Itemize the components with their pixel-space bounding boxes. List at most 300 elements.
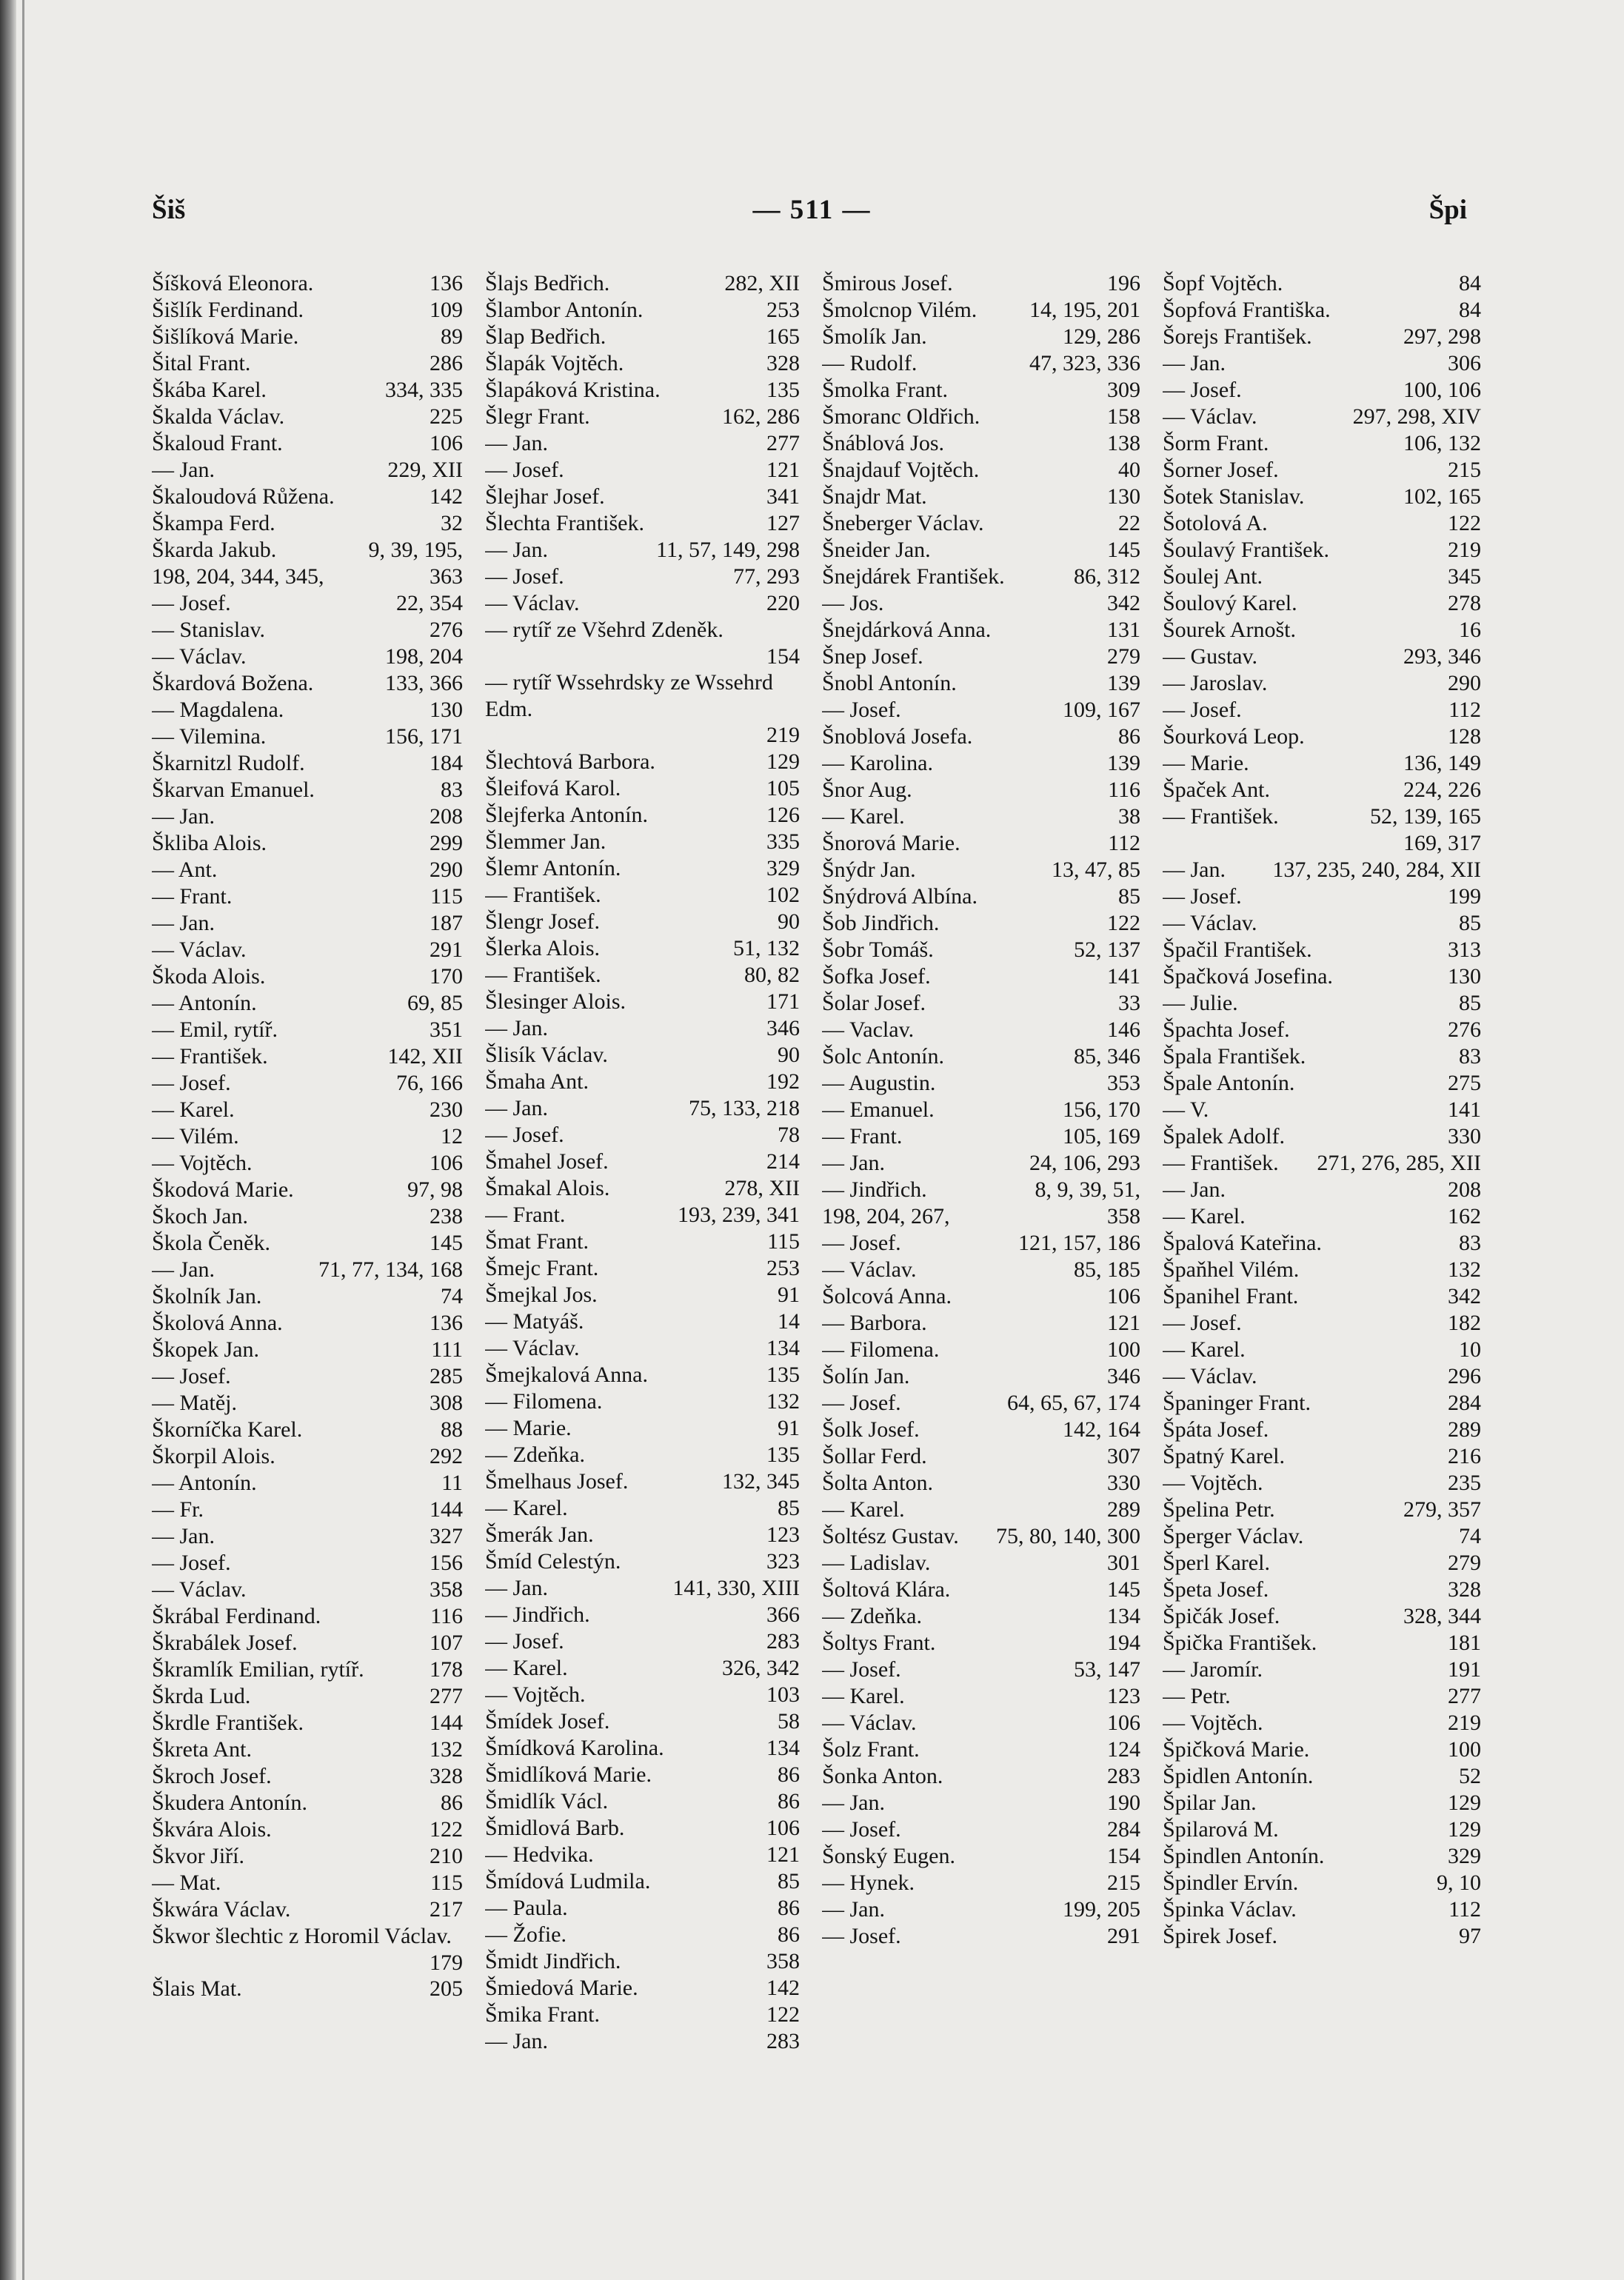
entry-name: Šmerák Jan. <box>485 1522 594 1547</box>
index-entry <box>152 1177 463 1203</box>
index-entry <box>485 404 800 430</box>
entry-name: Šmejkalová Anna. <box>485 1362 648 1387</box>
index-entry <box>485 1922 800 1948</box>
entry-page-refs: 91 <box>778 1282 800 1307</box>
index-entry <box>152 830 463 857</box>
entry-name: — Václav. <box>822 1711 917 1735</box>
entry-page-refs: 90 <box>778 1042 800 1067</box>
index-entry <box>485 590 800 617</box>
index-entry <box>1163 830 1481 857</box>
entry-name: — Filomena. <box>485 1388 603 1414</box>
entry-page-refs: 145 <box>1107 538 1140 562</box>
entry-name: Šmídová Ludmila. <box>485 1868 651 1893</box>
index-entry <box>485 537 800 564</box>
entry-page-refs: 165 <box>766 324 800 349</box>
entry-page-refs: 11 <box>441 1471 463 1495</box>
entry-name: Špinka Václav. <box>1163 1897 1297 1922</box>
entry-page-refs: 86 <box>778 1922 800 1947</box>
entry-name: Špale Antonín. <box>1163 1071 1295 1095</box>
entry-name: Šmidt Jindřich. <box>485 1948 621 1973</box>
entry-name: Šonka Anton. <box>822 1764 943 1788</box>
index-entry <box>1163 1763 1481 1790</box>
entry-page-refs: 127 <box>766 511 800 535</box>
index-entry <box>822 1417 1140 1443</box>
index-entry <box>485 1655 800 1682</box>
entry-page-refs: 86 <box>441 1791 463 1815</box>
index-entry <box>152 1070 463 1097</box>
entry-name: Špelina Petr. <box>1163 1497 1275 1522</box>
index-entry <box>485 2028 800 2055</box>
index-entry <box>1163 1337 1481 1363</box>
index-entry <box>822 1710 1140 1736</box>
index-entry <box>822 990 1140 1017</box>
entry-name: — Augustin. <box>822 1071 936 1095</box>
index-entry <box>485 564 800 590</box>
index-entry <box>1163 990 1481 1017</box>
entry-name: Šmolka Frant. <box>822 378 948 402</box>
entry-name: Škrdle František. <box>152 1711 304 1735</box>
index-entry <box>822 697 1140 723</box>
entry-name: — Vojtěch. <box>152 1151 253 1175</box>
header-right-guide-word: Špi <box>1428 195 1467 225</box>
entry-page-refs: 135 <box>766 1362 800 1387</box>
entry-page-refs: 77, 293 <box>733 564 800 589</box>
index-entry <box>152 1550 463 1577</box>
entry-page-refs: 115 <box>430 1871 463 1895</box>
entry-name: Šlegr Frant. <box>485 404 590 429</box>
entry-name: Škrda Lud. <box>152 1684 251 1708</box>
entry-page-refs: 291 <box>1107 1924 1140 1948</box>
index-entry <box>822 430 1140 457</box>
entry-name: — Václav. <box>152 937 247 962</box>
index-entry <box>1163 963 1481 990</box>
entry-name: Škarvan Emanuel. <box>152 778 315 802</box>
index-entry <box>152 723 463 750</box>
index-entry <box>152 270 463 297</box>
entry-page-refs: 278 <box>1448 591 1481 615</box>
entry-name: Špilarová M. <box>1163 1817 1279 1842</box>
entry-name: Špaček Ant. <box>1163 778 1270 802</box>
index-entry <box>152 457 463 484</box>
entry-name: Škudera Antonín. <box>152 1791 307 1815</box>
entry-name: Španihel Frant. <box>1163 1284 1299 1308</box>
entry-name: — Josef. <box>152 1071 231 1095</box>
index-entry <box>822 324 1140 350</box>
entry-name: Šmidlová Barb. <box>485 1815 625 1840</box>
entry-name: — Matyáš. <box>485 1308 584 1334</box>
index-entry <box>1163 1017 1481 1043</box>
entry-page-refs: 181 <box>1448 1631 1481 1655</box>
entry-page-refs: 134 <box>766 1335 800 1360</box>
entry-name: Škroch Josef. <box>152 1764 272 1788</box>
index-entry <box>822 1337 1140 1363</box>
entry-page-refs: 363 <box>430 564 463 589</box>
entry-name: Škardová Božena. <box>152 671 314 695</box>
entry-page-refs: 141 <box>1107 964 1140 989</box>
entry-name: — Vojtěch. <box>485 1682 586 1707</box>
entry-name: — Vojtěch. <box>1163 1711 1263 1735</box>
index-entry <box>152 1603 463 1630</box>
entry-name: Šnáblová Jos. <box>822 431 944 455</box>
entry-page-refs: 74 <box>441 1284 463 1308</box>
entry-name: — Josef. <box>822 1231 901 1255</box>
entry-page-refs: 341 <box>766 484 800 509</box>
index-entry <box>152 324 463 350</box>
index-entry <box>822 643 1140 670</box>
entry-name: — Jan. <box>152 804 215 829</box>
entry-name: Škwára Václav. <box>152 1897 291 1922</box>
index-entry <box>822 1870 1140 1896</box>
index-entry <box>1163 670 1481 697</box>
entry-page-refs: 85, 346 <box>1074 1044 1140 1069</box>
entry-name: — Antonín. <box>152 991 257 1015</box>
index-entry <box>485 1335 800 1362</box>
entry-page-refs: 346 <box>766 1015 800 1040</box>
index-entry <box>152 1443 463 1470</box>
index-entry <box>1163 1257 1481 1283</box>
index-entry <box>152 617 463 643</box>
index-entry <box>822 1736 1140 1763</box>
index-entry <box>152 1337 463 1363</box>
entry-page-refs: 145 <box>1107 1577 1140 1602</box>
entry-name: — František. <box>152 1044 268 1069</box>
entry-name: Šolcová Anna. <box>822 1284 952 1308</box>
entry-page-refs: 145 <box>430 1231 463 1255</box>
index-entry <box>822 750 1140 777</box>
index-entry <box>1163 1070 1481 1097</box>
index-entry <box>822 1816 1140 1843</box>
index-entry <box>152 1656 463 1683</box>
entry-page-refs: 366 <box>766 1602 800 1627</box>
entry-page-refs: 196 <box>1107 271 1140 295</box>
entry-page-refs: 271, 276, 285, XII <box>1317 1151 1481 1175</box>
entry-page-refs: 14 <box>778 1308 800 1334</box>
entry-page-refs: 219 <box>1448 1711 1481 1735</box>
index-entry <box>485 802 800 829</box>
index-entry <box>822 1043 1140 1070</box>
entry-page-refs: 327 <box>430 1524 463 1548</box>
index-entry <box>1163 1603 1481 1630</box>
entry-page-refs: 330 <box>1448 1124 1481 1149</box>
entry-name: Špatný Karel. <box>1163 1444 1285 1468</box>
entry-page-refs: 90 <box>778 909 800 934</box>
entry-name: 198, 204, 267, <box>822 1204 950 1228</box>
index-entry <box>1163 457 1481 484</box>
entry-page-refs: 323 <box>766 1548 800 1574</box>
entry-page-refs: 208 <box>1448 1177 1481 1202</box>
entry-page-refs: 329 <box>1448 1844 1481 1868</box>
entry-page-refs: 328 <box>1448 1577 1481 1602</box>
entry-page-refs: 133, 366 <box>385 671 463 695</box>
entry-name: Špindler Ervín. <box>1163 1871 1299 1895</box>
index-entry <box>152 1497 463 1523</box>
entry-page-refs: 192 <box>766 1069 800 1094</box>
entry-name: — František. <box>1163 1151 1279 1175</box>
entry-page-refs: 224, 226 <box>1403 778 1481 802</box>
index-entry <box>822 1257 1140 1283</box>
entry-name: — Julie. <box>1163 991 1238 1015</box>
index-entry <box>1163 1497 1481 1523</box>
entry-name: Šmolík Jan. <box>822 324 927 349</box>
index-entry <box>152 750 463 777</box>
entry-name: Špeta Josef. <box>1163 1577 1269 1602</box>
entry-page-refs: 8, 9, 39, 51, <box>1035 1177 1140 1202</box>
index-entry <box>1163 1443 1481 1470</box>
entry-page-refs: 308 <box>430 1391 463 1415</box>
entry-name: Šmídková Karolina. <box>485 1735 664 1760</box>
entry-name: Šobr Tomáš. <box>822 937 934 962</box>
entry-name: — Jan. <box>822 1791 885 1815</box>
entry-name: Šnobl Antonín. <box>822 671 957 695</box>
entry-name: Škliba Alois. <box>152 831 267 855</box>
index-entry <box>822 723 1140 750</box>
entry-name: Špičková Marie. <box>1163 1737 1310 1762</box>
index-entry <box>485 1548 800 1575</box>
index-entry <box>485 1495 800 1522</box>
index-entry <box>152 1203 463 1230</box>
index-entry <box>152 857 463 883</box>
index-entry <box>1163 723 1481 750</box>
entry-page-refs: 75, 80, 140, 300 <box>996 1524 1140 1548</box>
index-entry <box>1163 430 1481 457</box>
index-entry <box>1163 1843 1481 1870</box>
entry-name: Škorpil Alois. <box>152 1444 275 1468</box>
entry-page-refs: 80, 82 <box>744 962 800 987</box>
entry-page-refs: 100, 106 <box>1403 378 1481 402</box>
index-entry <box>1163 910 1481 937</box>
entry-page-refs: 156, 170 <box>1063 1097 1140 1122</box>
entry-name: — Josef. <box>485 564 564 589</box>
entry-name: Šital Frant. <box>152 351 251 375</box>
entry-page-refs: 97, 98 <box>407 1177 463 1202</box>
entry-page-refs: 279 <box>1107 644 1140 669</box>
entry-page-refs: 109 <box>430 298 463 322</box>
index-entry <box>1163 1683 1481 1710</box>
entry-page-refs: 215 <box>1448 458 1481 482</box>
index-entry <box>152 1923 463 1976</box>
index-entry <box>152 1816 463 1843</box>
entry-page-refs: 277 <box>430 1684 463 1708</box>
entry-page-refs: 74 <box>1459 1524 1481 1548</box>
entry-page-refs: 132 <box>1448 1257 1481 1282</box>
entry-page-refs: 121 <box>766 458 800 482</box>
index-entry <box>822 1470 1140 1497</box>
entry-name: Špalová Kateřina. <box>1163 1231 1322 1255</box>
entry-page-refs: 85 <box>1459 911 1481 935</box>
entry-name: Špalek Adolf. <box>1163 1124 1285 1149</box>
entry-page-refs: 130 <box>1448 964 1481 989</box>
entry-name: Škalda Václav. <box>152 404 285 429</box>
index-entry <box>152 1123 463 1150</box>
entry-name: Škodová Marie. <box>152 1177 294 1202</box>
index-entry <box>152 1470 463 1497</box>
index-entry <box>1163 1097 1481 1123</box>
entry-name: — Hedvika. <box>485 1842 594 1867</box>
entry-name: — Jan. <box>822 1897 885 1922</box>
entry-name: — V. <box>1163 1097 1209 1122</box>
entry-name: — Jan. <box>1163 1177 1226 1202</box>
entry-name: — Josef. <box>1163 378 1242 402</box>
index-entry <box>152 697 463 723</box>
entry-name: — Paula. <box>485 1895 568 1920</box>
index-entry <box>485 1468 800 1495</box>
entry-page-refs: 199, 205 <box>1063 1897 1140 1922</box>
index-entry <box>152 1417 463 1443</box>
entry-name: Šmat Frant. <box>485 1228 589 1254</box>
entry-page-refs: 129 <box>1448 1791 1481 1815</box>
entry-name: — Václav. <box>822 1257 917 1282</box>
entry-page-refs: 91 <box>778 1415 800 1440</box>
entry-page-refs: 283 <box>766 1628 800 1654</box>
entry-name: Šnejdárková Anna. <box>822 618 992 642</box>
index-entry <box>1163 1816 1481 1843</box>
index-entry <box>485 1175 800 1202</box>
index-entry <box>822 937 1140 963</box>
entry-page-refs: 100 <box>1448 1737 1481 1762</box>
entry-name: — Karel. <box>1163 1204 1246 1228</box>
entry-page-refs: 100 <box>1107 1337 1140 1362</box>
index-entry <box>152 910 463 937</box>
entry-name: Škoch Jan. <box>152 1204 248 1228</box>
entry-page-refs: 284 <box>1448 1391 1481 1415</box>
entry-name: Šolar Josef. <box>822 991 926 1015</box>
index-entry <box>485 2002 800 2028</box>
entry-name: Šmika Frant. <box>485 2002 600 2027</box>
entry-page-refs: 121 <box>766 1842 800 1867</box>
entry-name: — Václav. <box>485 1335 580 1360</box>
index-entry <box>485 1388 800 1415</box>
entry-page-refs: 141, 330, XIII <box>672 1575 800 1600</box>
entry-page-refs: 76, 166 <box>396 1071 463 1095</box>
entry-name: Šlisík Václav. <box>485 1042 608 1067</box>
entry-page-refs: 14, 195, 201 <box>1029 298 1140 322</box>
entry-page-refs: 86 <box>1118 724 1140 749</box>
entry-page-refs: 285 <box>430 1364 463 1388</box>
index-entry <box>1163 1923 1481 1950</box>
index-entry <box>485 1308 800 1335</box>
index-entry <box>1163 350 1481 377</box>
index-entry <box>1163 803 1481 830</box>
entry-page-refs: 83 <box>441 778 463 802</box>
index-entry <box>485 457 800 484</box>
entry-page-refs: 328 <box>430 1764 463 1788</box>
index-entry <box>1163 1203 1481 1230</box>
entry-name: — František. <box>1163 804 1279 829</box>
index-entry <box>485 1762 800 1788</box>
entry-page-refs: 187 <box>430 911 463 935</box>
entry-name: — Jan. <box>485 2028 548 2053</box>
entry-name: Šotolová A. <box>1163 511 1268 535</box>
entry-page-refs: 326, 342 <box>722 1655 800 1680</box>
entry-name: Šlemr Antonín. <box>485 855 621 880</box>
index-entry <box>485 1735 800 1762</box>
entry-name: Šourek Arnošt. <box>1163 618 1296 642</box>
entry-name: — Barbora. <box>822 1311 927 1335</box>
entry-name: Šnoblová Josefa. <box>822 724 973 749</box>
entry-name: 198, 204, 344, 345, <box>152 564 324 589</box>
index-entry <box>822 457 1140 484</box>
entry-name: Šlechta František. <box>485 511 644 535</box>
entry-page-refs: 89 <box>441 324 463 349</box>
entry-page-refs: 52 <box>1459 1764 1481 1788</box>
entry-page-refs: 128 <box>1448 724 1481 749</box>
index-entry <box>822 1390 1140 1417</box>
entry-name: — Gustav. <box>1163 644 1258 669</box>
entry-page-refs: 291 <box>430 937 463 962</box>
index-entry <box>1163 697 1481 723</box>
entry-page-refs: 289 <box>1448 1417 1481 1442</box>
index-entry <box>152 1390 463 1417</box>
entry-page-refs: 142, XII <box>387 1044 463 1069</box>
entry-name: Šlapáková Kristina. <box>485 378 661 402</box>
entry-name: Škola Čeněk. <box>152 1231 270 1255</box>
index-entry <box>1163 510 1481 537</box>
entry-page-refs: 138 <box>1107 431 1140 455</box>
entry-page-refs: 170 <box>430 964 463 989</box>
index-entry <box>1163 1177 1481 1203</box>
entry-page-refs: 22, 354 <box>396 591 463 615</box>
entry-page-refs: 116 <box>1108 778 1140 802</box>
entry-name: — Zdeňka. <box>485 1442 585 1467</box>
entry-page-refs: 134 <box>1107 1604 1140 1628</box>
entry-page-refs: 112 <box>1448 1897 1481 1922</box>
entry-page-refs: 129, 286 <box>1063 324 1140 349</box>
entry-name: Špačková Josefina. <box>1163 964 1333 989</box>
entry-page-refs: 253 <box>766 1255 800 1280</box>
entry-page-refs: 126 <box>766 802 800 827</box>
entry-page-refs: 214 <box>766 1149 800 1174</box>
entry-page-refs: 154 <box>1107 1844 1140 1868</box>
entry-name: — Emil, rytíř. <box>152 1017 278 1042</box>
index-entry <box>152 510 463 537</box>
entry-page-refs: 105, 169 <box>1063 1124 1140 1149</box>
index-entry <box>152 1790 463 1816</box>
entry-name: — Jindřich. <box>822 1177 927 1202</box>
index-entry <box>152 537 463 564</box>
entry-page-refs: 115 <box>767 1228 800 1254</box>
entry-page-refs: 171 <box>766 989 800 1014</box>
index-entry <box>152 1150 463 1177</box>
entry-page-refs: 84 <box>1459 298 1481 322</box>
index-entry <box>485 1228 800 1255</box>
index-entry <box>822 1097 1140 1123</box>
entry-name: — Frant. <box>485 1202 566 1227</box>
index-entry <box>152 1870 463 1896</box>
entry-page-refs: 33 <box>1118 991 1140 1015</box>
entry-page-refs: 122 <box>430 1817 463 1842</box>
entry-page-refs: 9, 39, 195, <box>368 538 463 562</box>
index-entry <box>152 1017 463 1043</box>
entry-name: Škorníčka Karel. <box>152 1417 303 1442</box>
header-left-guide-word: Šiš <box>152 195 186 225</box>
index-entry <box>1163 297 1481 324</box>
entry-name: Škampa Ferd. <box>152 511 275 535</box>
index-entry <box>1163 1123 1481 1150</box>
entry-name: — rytíř ze Všehrd Zdeněk. <box>485 618 724 642</box>
index-entry <box>485 1575 800 1602</box>
entry-name: Špičák Josef. <box>1163 1604 1280 1628</box>
entry-page-refs: 169, 317 <box>1403 831 1481 855</box>
index-entry <box>485 1815 800 1842</box>
index-entry <box>1163 404 1481 430</box>
index-entry <box>152 350 463 377</box>
index-entry <box>485 270 800 297</box>
entry-page-refs: 146 <box>1107 1017 1140 1042</box>
entry-page-refs: 32 <box>441 511 463 535</box>
entry-page-refs: 136, 149 <box>1403 751 1481 775</box>
entry-name: Šmirous Josef. <box>822 271 953 295</box>
entry-page-refs: 122 <box>766 2002 800 2027</box>
